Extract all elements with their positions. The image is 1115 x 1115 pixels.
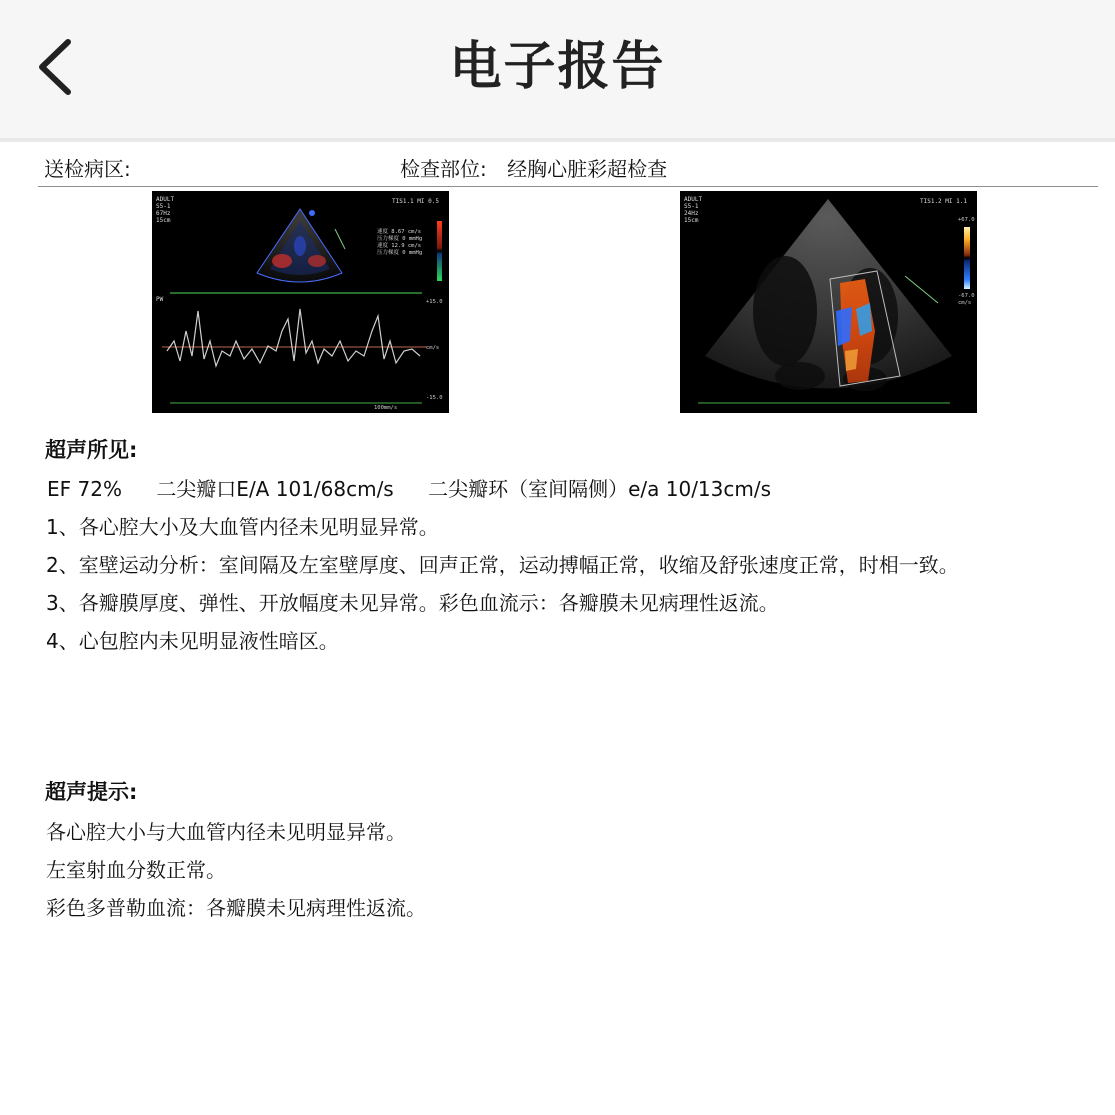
page-title: 电子报告 (449, 37, 666, 97)
exam-site-label: 检查部位: (400, 157, 487, 181)
scale-min: -15.0 (426, 395, 443, 401)
findings-item: 3、各瓣膜厚度、弹性、开放幅度未见异常。彩色血流示：各瓣膜未见病理性返流。 (46, 591, 779, 615)
readout: 速度 8.67 cm/s (377, 229, 422, 235)
scan-label-line: S5-1 (684, 203, 699, 210)
pw-label: PW (156, 296, 164, 303)
impression-title: 超声提示: (45, 780, 138, 804)
findings-item: 1、各心腔大小及大血管内径未见明显异常。 (46, 515, 439, 539)
app-header (0, 0, 1115, 142)
velocity-color-bar (964, 227, 970, 289)
findings-item: 2、室壁运动分析：室间隔及左室壁厚度、回声正常，运动搏幅正常，收缩及舒张速度正常，时相一致。 (46, 553, 959, 577)
scale-max: +15.0 (426, 299, 443, 305)
ward-label: 送检病区: (44, 157, 131, 181)
mitral-ea-value: 二尖瓣口E/A 101/68cm/s (156, 477, 394, 501)
exam-info-row (38, 152, 1098, 187)
impression-item: 彩色多普勒血流：各瓣膜未见病理性返流。 (46, 896, 426, 920)
sweep-speed: 100mm/s (374, 405, 398, 411)
scale-units: cm/s (426, 345, 440, 351)
scan-label-line: 15cm (684, 217, 699, 224)
scan-label-line: 15cm (156, 217, 171, 224)
mitral-annulus-ea-value: 二尖瓣环（室间隔侧）e/a 10/13cm/s (428, 477, 772, 501)
color-flow-ultrasound-image[interactable] (680, 191, 977, 413)
findings-title: 超声所见: (45, 438, 138, 462)
measurement-readouts (377, 227, 422, 256)
impression-item: 左室射血分数正常。 (46, 858, 226, 882)
readout: 压力梯度 0 mmHg (377, 250, 423, 256)
scan-settings: TIS1.1 MI 0.5 (392, 198, 439, 205)
scan-label-line: S5-1 (156, 203, 171, 210)
scan-label-line: 24Hz (684, 210, 699, 217)
exam-site-field (400, 152, 667, 186)
ward-field (44, 152, 131, 186)
scale-units: cm/s (958, 300, 972, 306)
findings-item: 4、心包腔内未见明显液性暗区。 (46, 629, 339, 653)
scan-label-line: ADULT (156, 196, 175, 203)
ef-value: EF 72% (47, 477, 122, 501)
scan-settings: TIS1.2 MI 1.1 (920, 198, 967, 205)
scan-label-line: 67Hz (156, 210, 171, 217)
doppler-ultrasound-image[interactable] (152, 191, 449, 413)
readout: 压力梯度 0 mmHg (377, 236, 423, 242)
velocity-scale (374, 299, 443, 411)
velocity-color-bar (437, 221, 442, 281)
impression-item: 各心腔大小与大血管内径未见明显异常。 (46, 820, 406, 844)
scan-label-line: ADULT (684, 196, 703, 203)
exam-site-value: 经胸心脏彩超检查 (507, 157, 668, 181)
findings-metrics (47, 473, 771, 502)
scale-min: -67.0 (958, 293, 975, 299)
scale-max: +67.0 (958, 217, 975, 223)
readout: 速度 12.9 cm/s (377, 243, 422, 249)
